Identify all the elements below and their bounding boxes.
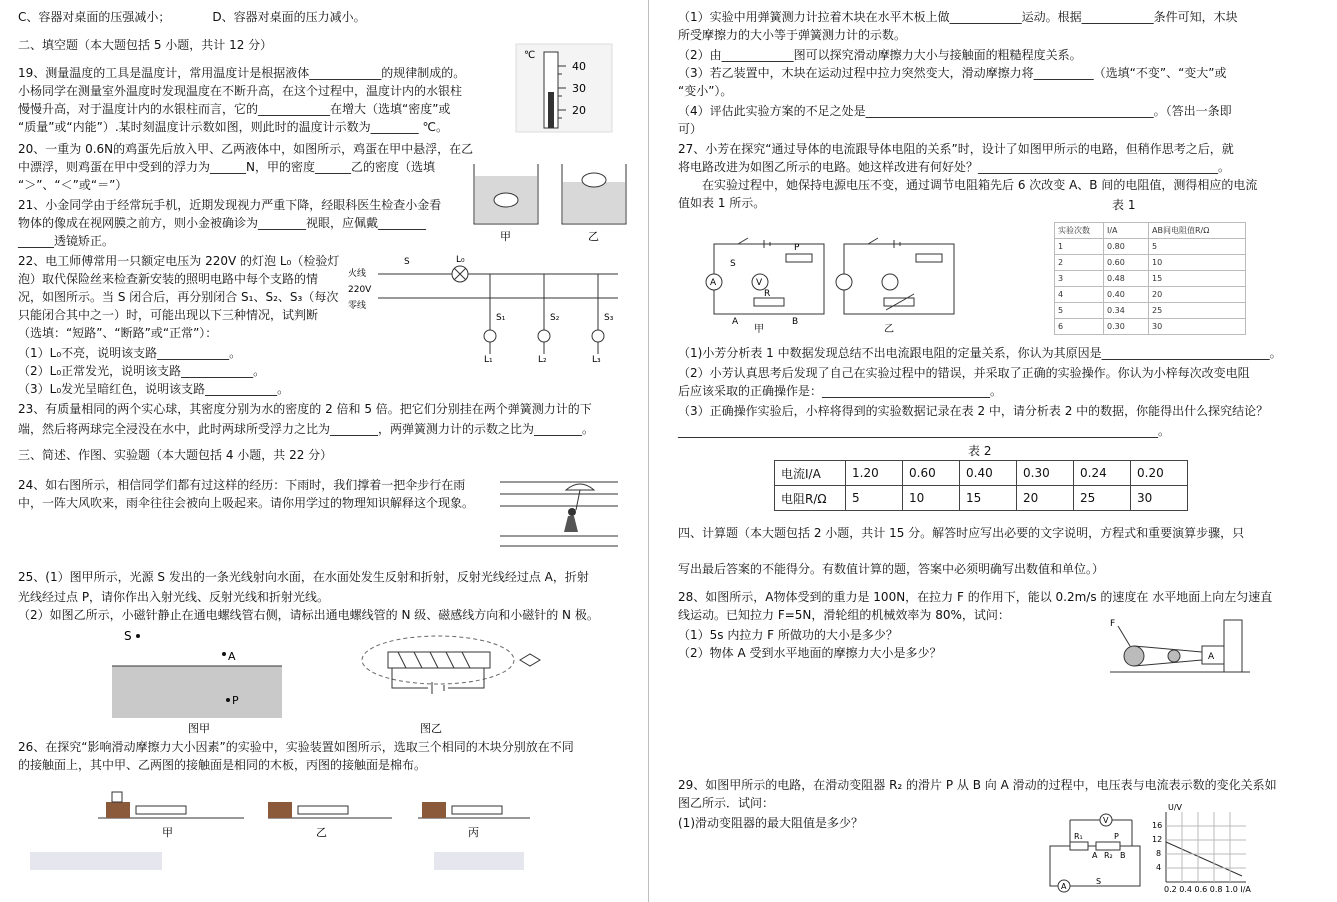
left-column — [18, 0, 628, 902]
text-line: 值如表 1 所示。 — [678, 196, 766, 210]
circuit-label: 零线 — [348, 301, 367, 311]
friction-figure — [94, 782, 534, 840]
table-row — [1055, 255, 1246, 271]
figure-label: F — [1110, 619, 1116, 629]
beakers-figure — [470, 160, 630, 244]
tick-label: 30 — [572, 82, 586, 95]
table-cell: 3 — [1055, 271, 1104, 287]
section-heading: 二、填空题（本大题包括 5 小题，共计 12 分） — [18, 38, 273, 52]
circuit-label: B — [792, 317, 799, 327]
table-header: AB间电阻值R/Ω — [1149, 223, 1246, 239]
circuit-figure-27 — [708, 236, 968, 334]
table-header: 电流I/A — [775, 461, 846, 486]
right-column — [678, 0, 1288, 902]
figure-caption: 图乙 — [420, 722, 442, 735]
tick-label: 8 — [1156, 849, 1162, 858]
text-line: 19、测量温度的工具是温度计，常用温度计是根据液体____________的规律制成的。 — [18, 66, 466, 80]
text-line: 物体的像成在视网膜之前方，则小金被确诊为________视眼，应佩戴________ — [18, 216, 427, 230]
thermometer-figure — [516, 44, 612, 132]
table-cell: 0.48 — [1104, 271, 1149, 287]
text-line: C、容器对桌面的压强减小； D、容器对桌面的压力减小。 — [18, 10, 366, 24]
table-cell: 0.40 — [960, 461, 1017, 486]
text-line: 中漂浮，则鸡蛋在甲中受到的浮力为______N，甲的密度______乙的密度（选填 — [18, 160, 435, 174]
circuit-label: S₁ — [496, 313, 506, 323]
table-1 — [1054, 222, 1246, 335]
text-line: 中，一阵大风吹来，雨伞往往会被向上吸起来。请你用学过的物理知识解释这个现象。 — [18, 496, 475, 510]
table-row — [1055, 287, 1246, 303]
circuit-figure-29 — [1046, 803, 1276, 894]
text-line: 光线经过点 P，请你作出入射光线、反射光线和折射光线。 — [18, 590, 330, 604]
table-cell: 5 — [1149, 239, 1246, 255]
circuit-label: A — [710, 278, 717, 288]
unit-label: ℃ — [524, 50, 536, 61]
table-cell: 10 — [903, 486, 960, 511]
text-line: （3）L₀发光呈暗红色，说明该支路____________。 — [18, 382, 290, 396]
circuit-label: A — [1061, 882, 1067, 891]
table-cell: 5 — [1055, 303, 1104, 319]
text-line: （4）评估此实验方案的不足之处是________________________________________________。（答出一条即 — [678, 104, 1232, 118]
text-line: （2）如图乙所示，小磁针静止在通电螺线管右侧，请标出通电螺线管的 N 级、磁感线方向和小磁针的 N 极。 — [18, 608, 599, 622]
table-header: 电阻R/Ω — [775, 486, 846, 511]
text-line: ________________________________________________________________________________。 — [678, 424, 1171, 438]
text-line: 21、小金同学由于经常玩手机，近期发现视力严重下降，经眼科医生检查小金看 — [18, 198, 442, 212]
table-cell: 30 — [1131, 486, 1188, 511]
text-line: 20、一重为 0.6N的鸡蛋先后放入甲、乙两液体中，如图所示，鸡蛋在甲中悬浮，在乙 — [18, 142, 474, 156]
table-row — [775, 461, 1188, 486]
text-line: 24、如右图所示，相信同学们都有过这样的经历：下雨时，我们撑着一把伞步行在雨 — [18, 478, 466, 492]
circuit-label: S — [1096, 877, 1102, 886]
table-row — [1055, 303, 1246, 319]
text-line: 只能闭合其中之一）时，可能出现以下三种情况，试判断 — [18, 308, 319, 322]
table-cell: 25 — [1074, 486, 1131, 511]
figure-label: 甲 — [754, 324, 764, 335]
text-line: （3）正确操作实验后，小梓将得到的实验数据记录在表 2 中，请分析表 2 中的数据，你能得出什么探究结论？ — [678, 404, 1269, 418]
table-2 — [774, 460, 1188, 511]
text-line: 端，然后将两球完全浸没在水中，此时两球所受浮力之比为________，两弹簧测力计的示数之比为________。 — [18, 422, 595, 436]
column-divider — [648, 0, 649, 902]
table-cell: 0.34 — [1104, 303, 1149, 319]
table-row — [1055, 239, 1246, 255]
table-row — [1055, 271, 1246, 287]
circuit-label: L₀ — [456, 255, 465, 265]
table-header: 实验次数 — [1055, 223, 1104, 239]
circuit-label: L₁ — [484, 355, 493, 365]
figure-label: 乙 — [884, 324, 894, 335]
circuit-label: S — [730, 259, 736, 269]
table-cell: 15 — [960, 486, 1017, 511]
circuit-label: P — [794, 243, 800, 253]
table-cell: 0.20 — [1131, 461, 1188, 486]
solenoid-figure — [358, 630, 558, 734]
table-row — [775, 486, 1188, 511]
table-cell: 0.60 — [903, 461, 960, 486]
text-line: 28、如图所示，A物体受到的重力是 100N，在拉力 F 的作用下，能以 0.2m/s 的速度在 水平地面上向左匀速直 — [678, 590, 1273, 604]
circuit-label: S₂ — [550, 313, 560, 323]
text-line: （2）由____________图可以探究滑动摩擦力大小与接触面的粗糙程度关系。 — [678, 48, 1082, 62]
table-cell: 0.30 — [1017, 461, 1074, 486]
text-line: （1）实验中用弹簧测力计拉着木块在水平木板上做____________运动。根据____________条件可知，木块 — [678, 10, 1238, 24]
tick-label: 4 — [1156, 863, 1162, 872]
figure-caption: 图甲 — [188, 722, 210, 735]
text-line: 的接触面上，其中甲、乙两图的接触面是相同的木板，丙图的接触面是棉布。 — [18, 758, 427, 772]
circuit-label: P — [1114, 832, 1119, 841]
tick-label: 40 — [572, 60, 586, 73]
table-cell: 10 — [1149, 255, 1246, 271]
text-line: 在实验过程中，她保持电源电压不变，通过调节电阻箱先后 6 次改变 A、B 间的电阻值，测得相应的电流 — [678, 178, 1258, 192]
point-label: P — [232, 694, 239, 707]
table2-title: 表 2 — [968, 444, 992, 458]
text-line: 泡）取代保险丝来检查新安装的照明电路中每个支路的情 — [18, 272, 319, 286]
text-line: ______透镜矫正。 — [18, 234, 115, 248]
umbrella-figure — [496, 476, 622, 550]
axis-label: U/V — [1168, 803, 1183, 812]
text-line: （2）L₀正常发光，说明该支路____________。 — [18, 364, 266, 378]
figure-label: 甲 — [162, 826, 173, 839]
table-cell: 5 — [846, 486, 903, 511]
point-label: S — [124, 629, 132, 643]
figure-label: A — [1208, 652, 1215, 662]
table-cell: 20 — [1149, 287, 1246, 303]
text-line: “变小”）。 — [678, 84, 733, 98]
figure-label: 乙 — [588, 230, 599, 243]
table1-title: 表 1 — [1112, 198, 1136, 212]
text-line: （2）小芳认真思考后发现了自己在实验过程中的错误，并采取了正确的实验操作。你认为小梓每次改变电阻 — [678, 366, 1250, 380]
tick-label: 12 — [1152, 835, 1163, 844]
text-line: （1）L₀不亮，说明该支路____________。 — [18, 346, 242, 360]
tick-labels: 0.2 0.4 0.6 0.8 1.0 I/A — [1164, 885, 1251, 894]
table-cell: 2 — [1055, 255, 1104, 271]
table-cell: 0.40 — [1104, 287, 1149, 303]
circuit-label: L₃ — [592, 355, 601, 365]
circuit-label: 火线 — [348, 269, 367, 279]
text-line: 26、在探究“影响滑动摩擦力大小因素”的实验中，实验装置如图所示，选取三个相同的木块分别放在不同 — [18, 740, 574, 754]
table-cell: 15 — [1149, 271, 1246, 287]
table-header: I/A — [1104, 223, 1149, 239]
text-line: （1)小芳分析表 1 中数据发现总结不出电流跟电阻的定量关系，你认为其原因是____________________________。 — [678, 346, 1282, 360]
text-line: 可） — [678, 122, 703, 136]
table-cell: 6 — [1055, 319, 1104, 335]
pulley-figure — [1110, 616, 1250, 680]
figure-label: 乙 — [316, 826, 327, 839]
text-line: （3）若乙装置中，木块在运动过程中拉力突然变大，滑动摩擦力将__________（选填“不变”、“变大”或 — [678, 66, 1227, 80]
circuit-label: 220V — [348, 285, 372, 295]
section-heading: 三、简述、作图、实验题（本大题包括 4 小题，共 22 分） — [18, 448, 333, 462]
section-heading: 四、计算题（本大题包括 2 小题，共计 15 分。解答时应写出必要的文字说明，方程式和重要演算步骤，只 — [678, 526, 1245, 540]
table-row — [1055, 319, 1246, 335]
text-line: 写出最后答案的不能得分。有数值计算的题，答案中必须明确写出数值和单位。） — [678, 562, 1105, 576]
text-line: 25、(1）图甲所示，光源 S 发出的一条光线射向水面，在水面处发生反射和折射，反射光线经过点 A，折射 — [18, 570, 589, 584]
table-cell: 4 — [1055, 287, 1104, 303]
circuit-label: A — [732, 317, 739, 327]
text-line: （1）5s 内拉力 F 所做功的大小是多少？ — [678, 628, 898, 642]
water-figure — [110, 624, 290, 734]
table-cell: 20 — [1017, 486, 1074, 511]
table-cell: 0.60 — [1104, 255, 1149, 271]
text-line: 小杨同学在测量室外温度时发现温度在不断升高，在这个过程中，温度计内的水银柱 — [18, 84, 463, 98]
text-line: 后应该采取的正确操作是：____________________________。 — [678, 384, 1003, 398]
circuit-label: V — [1103, 816, 1109, 825]
circuit-label: B — [1120, 851, 1126, 860]
text-line: “＞”、“＜”或“＝”） — [18, 178, 128, 192]
text-line: 慢慢升高，对于温度计内的水银柱而言，它的____________在增大（选填“密度”或 — [18, 102, 451, 116]
text-line: 所受摩擦力的大小等于弹簧测力计的示数。 — [678, 28, 907, 42]
text-line: 27、小芳在探究“通过导体的电流跟导体电阻的关系”时，设计了如图甲所示的电路，但稍作思考之后，就 — [678, 142, 1234, 156]
table-cell: 0.24 — [1074, 461, 1131, 486]
text-line: 况，如图所示。当 S 闭合后，再分别闭合 S₁、S₂、S₃（每次 — [18, 290, 339, 304]
text-line: “质量”或“内能”）.某时刻温度计示数如图，则此时的温度计示数为________ ℃。 — [18, 120, 448, 134]
text-line: 图乙所示．试问： — [678, 796, 775, 810]
tick-label: 20 — [572, 104, 586, 117]
text-line: 29、如图甲所示的电路，在滑动变阻器 R₂ 的滑片 P 从 B 向 A 滑动的过程中，电压表与电流表示数的变化关系如 — [678, 778, 1277, 792]
tick-label: 16 — [1152, 821, 1163, 830]
point-label: A — [228, 650, 236, 663]
circuit-label: S — [404, 257, 410, 267]
table-cell: 0.30 — [1104, 319, 1149, 335]
footer-placeholder — [434, 852, 524, 870]
figure-label: 甲 — [500, 230, 511, 243]
text-line: 将电路改进为如图乙所示的电路。她这样改进有何好处？________________________________________。 — [678, 160, 1231, 174]
figure-label: 丙 — [468, 826, 479, 839]
circuit-label: A — [1092, 851, 1098, 860]
circuit-label: V — [756, 278, 763, 288]
text-line: 线运动。已知拉力 F=5N，滑轮组的机械效率为 80%，试问： — [678, 608, 1010, 622]
text-line: (1)滑动变阻器的最大阻值是多少？ — [678, 816, 863, 830]
text-line: （2）物体 A 受到水平地面的摩擦力大小是多少？ — [678, 646, 942, 660]
circuit-label: L₂ — [538, 355, 547, 365]
circuit-label: S₃ — [604, 313, 614, 323]
text-line: 22、电工师傅常用一只额定电压为 220V 的灯泡 L₀（检验灯 — [18, 254, 340, 268]
table-cell: 25 — [1149, 303, 1246, 319]
circuit-label: R₂ — [1104, 851, 1113, 860]
text-line: 23、有质量相同的两个实心球，其密度分别为水的密度的 2 倍和 5 倍。把它们分别挂在两个弹簧测力计的下 — [18, 402, 592, 416]
circuit-figure-22 — [348, 254, 628, 366]
circuit-label: R — [764, 289, 771, 299]
table-cell: 1 — [1055, 239, 1104, 255]
text-line: （选填：“短路”、“断路”或“正常”）： — [18, 326, 218, 340]
footer-placeholder — [30, 852, 162, 870]
table-cell: 1.20 — [846, 461, 903, 486]
table-cell: 0.80 — [1104, 239, 1149, 255]
circuit-label: R₁ — [1074, 832, 1083, 841]
table-header-row — [1055, 223, 1246, 239]
table-cell: 30 — [1149, 319, 1246, 335]
